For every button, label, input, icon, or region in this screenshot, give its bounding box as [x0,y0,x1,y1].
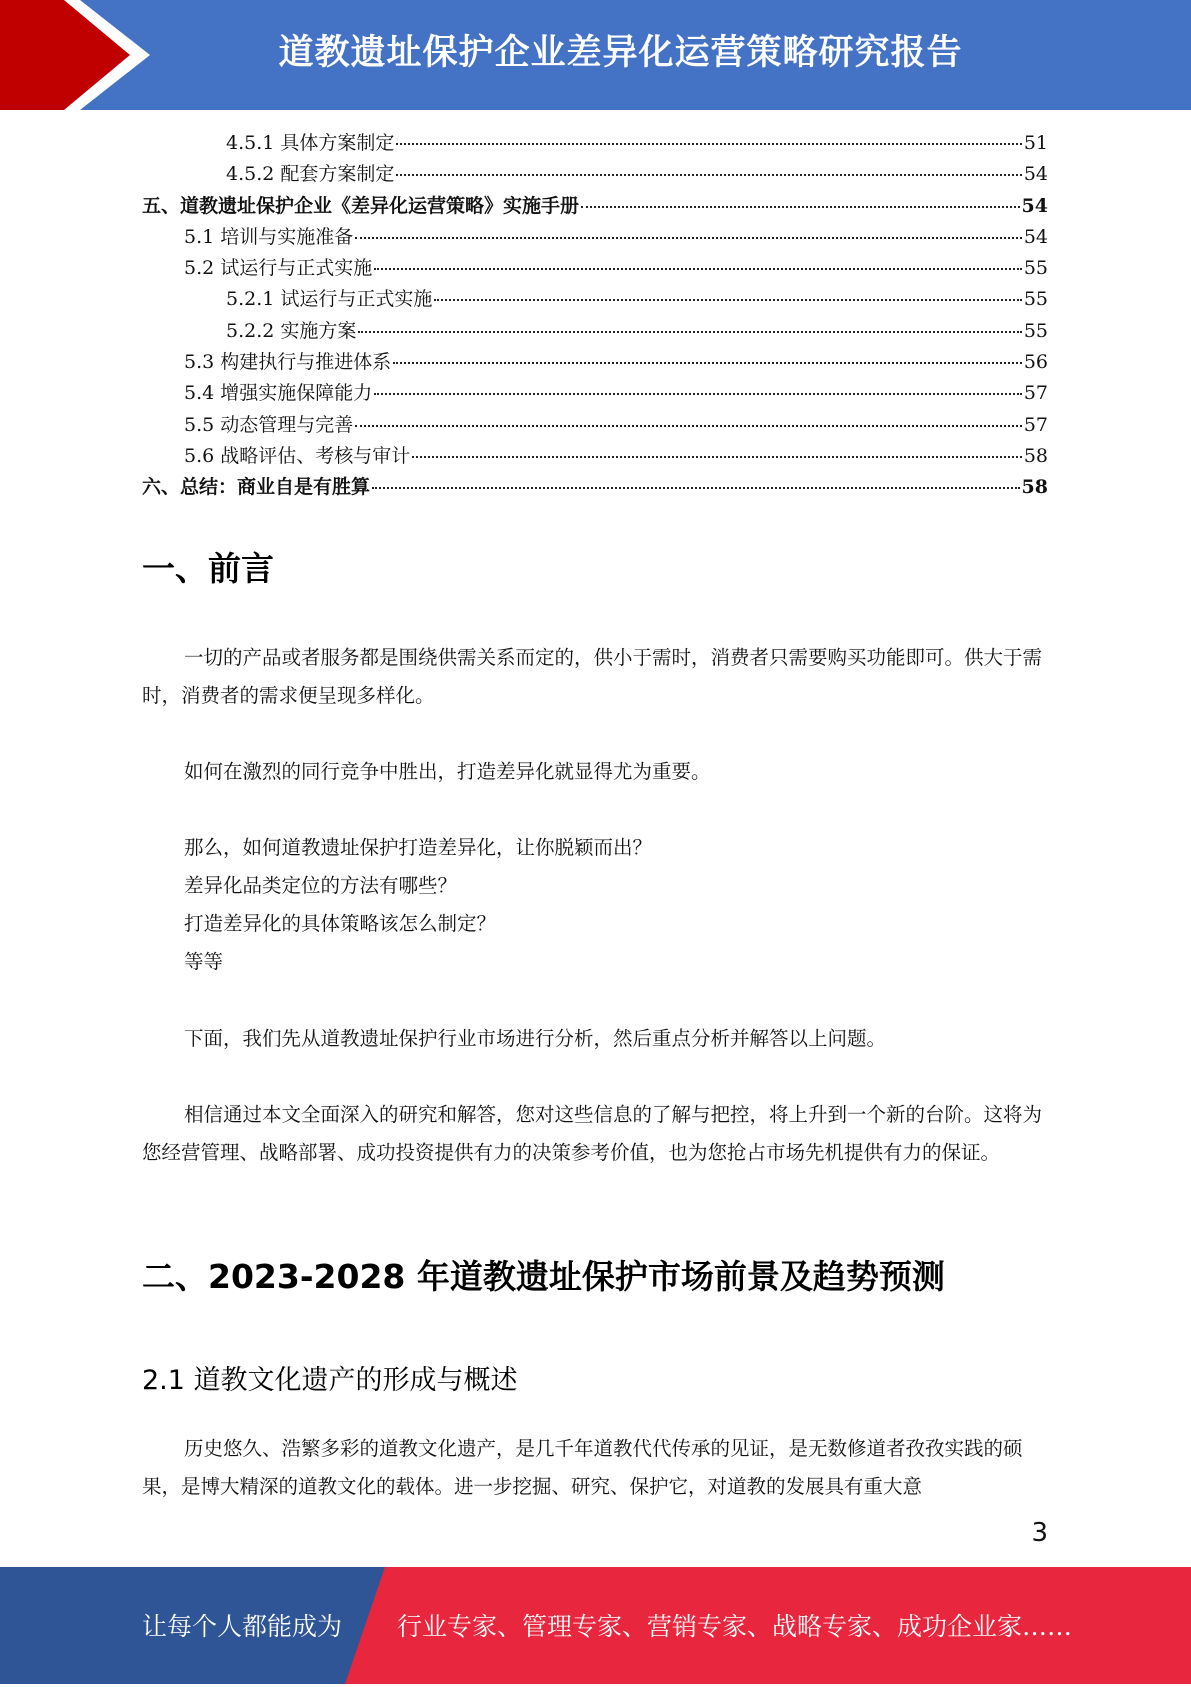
footer-banner [0,1567,1191,1684]
toc-entry[interactable] [142,222,1048,253]
paragraph: 相信通过本文全面深入的研究和解答，您对这些信息的了解与把控，将上升到一个新的台阶。这将为您经营管理、战略部署、成功投资提供有力的决策参考价值，也为您抢占市场先机提供有力的保证。 [142,1103,1043,1164]
toc-entry-label: 4.5.2 配套方案制定 [226,163,395,186]
toc-entry[interactable] [142,316,1048,347]
toc-entry-label: 5.3 构建执行与推进体系 [184,351,392,374]
toc-leader-dots [374,267,1022,270]
toc-leader-dots [355,236,1022,239]
report-title: 道教遗址保护企业差异化运营策略研究报告 [278,33,963,73]
footer-slogan-right: 行业专家、管理专家、营销专家、战略专家、成功企业家…… [397,1612,1073,1641]
toc-leader-dots [374,392,1022,395]
toc-entry-label: 5.1 培训与实施准备 [184,225,354,248]
toc-entry-label: 5.2.1 试运行与正式实施 [226,288,433,311]
toc-entry-label: 5.5 动态管理与完善 [184,413,354,436]
toc-leader-dots [412,455,1022,458]
toc-entry[interactable] [142,159,1048,190]
toc-leader-dots [434,298,1021,301]
toc-leader-dots [358,330,1021,333]
toc-entry-label: 5.6 战略评估、考核与审计 [184,444,411,467]
toc-entry[interactable] [142,347,1048,378]
toc-entry-page: 55 [1023,257,1048,280]
toc-entry[interactable] [142,441,1048,472]
toc-entry-page: 51 [1023,132,1048,154]
toc-entry-label: 五、道教遗址保护企业《差异化运营策略》实施手册 [142,194,580,217]
toc-entry-page: 54 [1021,194,1048,217]
toc-entry[interactable] [142,191,1048,222]
header-banner [0,0,1191,110]
question-line: 等等 [184,950,224,973]
page-number: 3 [1031,1518,1048,1548]
toc-entry-label: 六、总结：商业自是有胜算 [142,476,371,499]
paragraph: 下面，我们先从道教遗址保护行业市场进行分析，然后重点分析并解答以上问题。 [184,1027,887,1050]
toc-entry[interactable] [142,410,1048,441]
subsection-heading: 2.1 道教文化遗产的形成与概述 [142,1365,518,1396]
footer-slogan-left: 让每个人都能成为 [142,1612,343,1641]
toc-leader-dots [581,205,1020,208]
toc-entry-page: 55 [1023,319,1048,342]
question-line: 打造差异化的具体策略该怎么制定？ [184,912,497,935]
question-line: 那么，如何道教遗址保护打造差异化，让你脱颖而出？ [184,836,653,859]
toc-entry-page: 54 [1023,163,1048,186]
toc-entry-label: 5.4 增强实施保障能力 [184,382,373,405]
question-line: 差异化品类定位的方法有哪些？ [184,874,458,897]
toc-entry-page: 58 [1021,476,1048,499]
toc-entry-page: 56 [1023,351,1048,374]
toc-entry-page: 55 [1023,288,1048,311]
toc-entry[interactable] [142,284,1048,315]
section-heading-preface: 一、前言 [142,549,274,588]
toc-entry-page: 58 [1023,444,1048,467]
toc-leader-dots [372,486,1020,489]
paragraph: 如何在激烈的同行竞争中胜出，打造差异化就显得尤为重要。 [184,760,711,783]
toc-entry-label: 5.2 试运行与正式实施 [184,257,373,280]
toc-entry-label: 4.5.1 具体方案制定 [226,132,395,154]
toc-leader-dots [396,173,1021,176]
toc-leader-dots [355,424,1022,427]
toc-entry[interactable] [142,253,1048,284]
paragraph: 一切的产品或者服务都是围绕供需关系而定的，供小于需时，消费者只需要购买功能即可。供大于需时，消费者的需求便呈现多样化。 [142,646,1043,707]
toc-entry[interactable] [142,128,1048,159]
toc-leader-dots [396,142,1021,145]
toc-entry[interactable] [142,378,1048,409]
toc-entry[interactable] [142,472,1048,503]
toc-entry-page: 54 [1023,225,1048,248]
table-of-contents [142,128,1048,504]
toc-entry-page: 57 [1023,413,1048,436]
toc-entry-label: 5.2.2 实施方案 [226,319,357,342]
toc-leader-dots [393,361,1022,364]
toc-entry-page: 57 [1023,382,1048,405]
paragraph: 历史悠久、浩繁多彩的道教文化遗产，是几千年道教代代传承的见证，是无数修道者孜孜实践的硕果，是博大精深的道教文化的载体。进一步挖掘、研究、保护它，对道教的发展具有重大意 [142,1437,1023,1498]
section-heading-market-forecast: 二、2023-2028 年道教遗址保护市场前景及趋势预测 [142,1257,945,1296]
